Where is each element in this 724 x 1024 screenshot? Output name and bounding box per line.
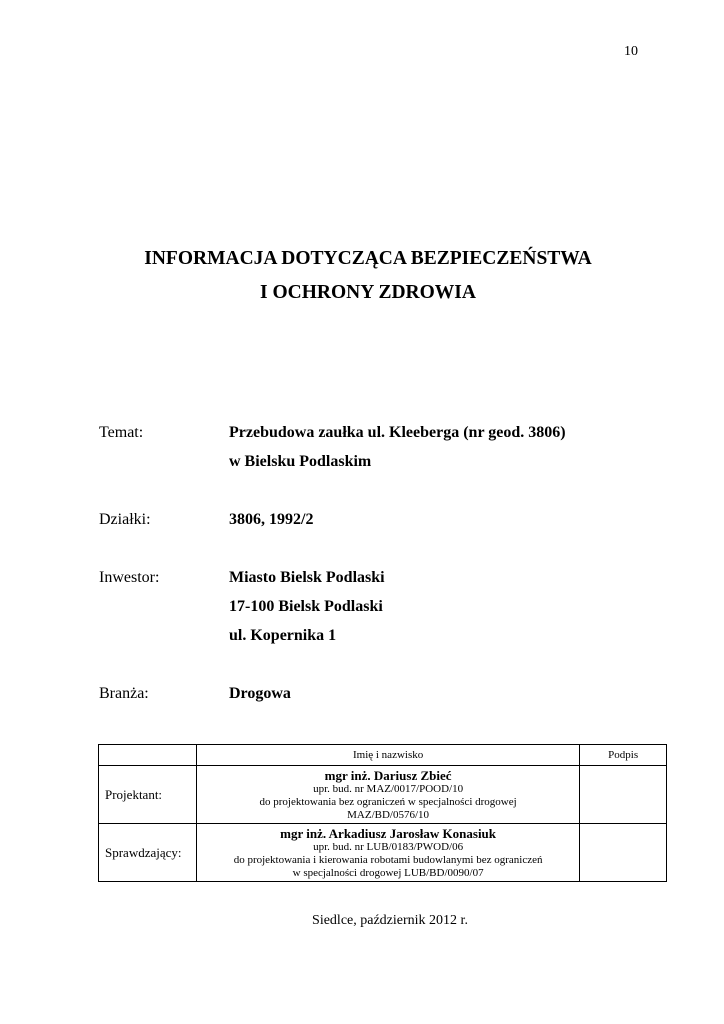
header-signature-cell: Podpis <box>580 745 667 766</box>
detail-line: do projektowania bez ograniczeń w specjalności drogowej <box>259 795 517 808</box>
dzialki-label: Działki: <box>99 511 151 528</box>
person-name-projektant: mgr inż. Dariusz Zbieć <box>324 767 452 783</box>
detail-line: do projektowania i kierowania robotami budowlanymi bez ograniczeń <box>233 853 543 866</box>
detail-line: upr. bud. nr LUB/0183/PWOD/06 <box>313 840 464 853</box>
inwestor-label: Inwestor: <box>99 569 160 586</box>
detail-line: w specjalności drogowej LUB/BD/0090/07 <box>292 866 484 879</box>
signature-cell-projektant <box>580 766 667 824</box>
header-role-cell <box>99 745 197 766</box>
footer-place-date: Siedlce, październik 2012 r. <box>312 913 468 928</box>
signature-cell-sprawdzajacy <box>580 824 667 882</box>
role-cell-sprawdzajacy: Sprawdzający: <box>99 824 197 882</box>
name-cell-sprawdzajacy <box>196 824 579 882</box>
page-number: 10 <box>624 44 638 59</box>
header-name-cell: Imię i nazwisko <box>196 745 579 766</box>
temat-value-line-1: Przebudowa zaułka ul. Kleeberga (nr geod. 3806) <box>229 424 566 441</box>
inwestor-value-line-2: 17-100 Bielsk Podlaski <box>229 598 383 615</box>
table-row-sprawdzajacy <box>99 824 667 882</box>
title-line-2: I OCHRONY ZDROWIA <box>260 282 476 303</box>
title-line-1: INFORMACJA DOTYCZĄCA BEZPIECZEŃSTWA <box>144 248 592 269</box>
branza-label: Branża: <box>99 685 149 702</box>
table-header-row <box>99 745 667 766</box>
table-row-projektant <box>99 766 667 824</box>
name-cell-projektant <box>196 766 579 824</box>
detail-line: MAZ/BD/0576/10 <box>347 808 430 821</box>
signature-table <box>98 744 667 882</box>
temat-value-line-2: w Bielsku Podlaskim <box>229 453 372 470</box>
detail-line: upr. bud. nr MAZ/0017/POOD/10 <box>313 782 464 795</box>
temat-label: Temat: <box>99 424 144 441</box>
person-name-sprawdzajacy: mgr inż. Arkadiusz Jarosław Konasiuk <box>280 825 497 841</box>
inwestor-value-line-3: ul. Kopernika 1 <box>229 627 337 644</box>
inwestor-value-line-1: Miasto Bielsk Podlaski <box>229 569 385 586</box>
role-cell-projektant: Projektant: <box>99 766 197 824</box>
branza-value: Drogowa <box>229 685 291 702</box>
dzialki-value: 3806, 1992/2 <box>229 511 314 528</box>
document-title <box>0 242 724 310</box>
